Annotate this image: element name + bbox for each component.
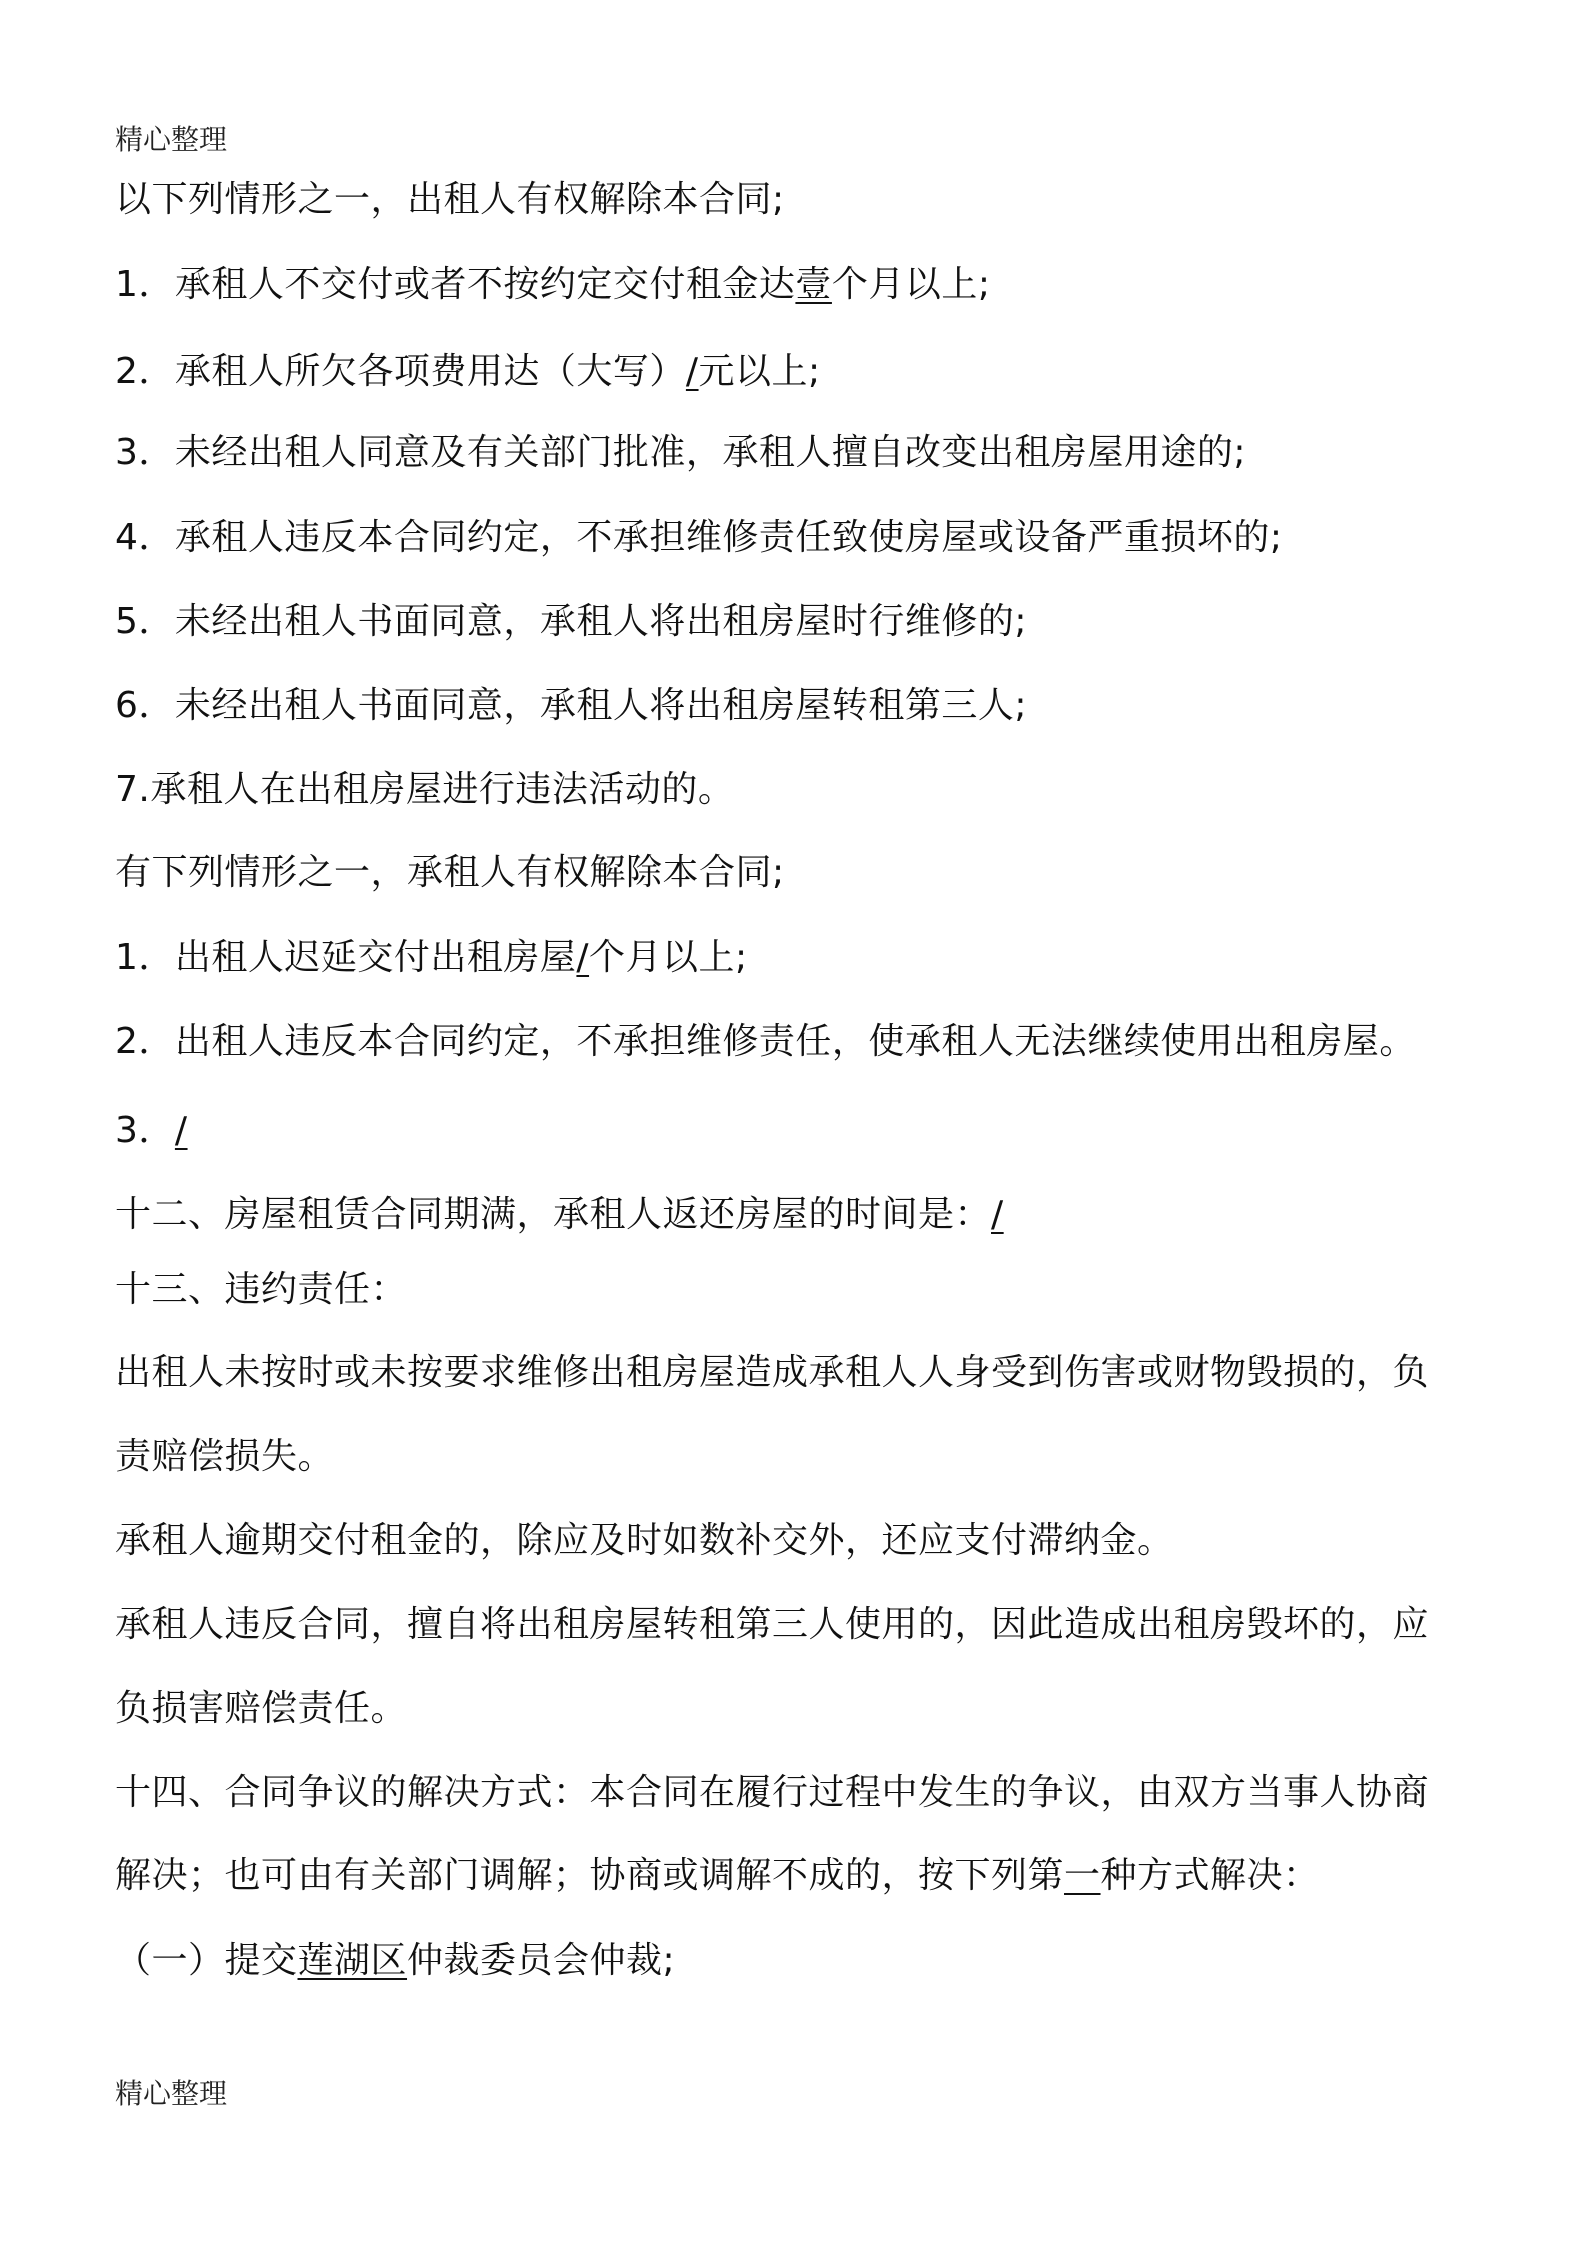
section-twelve: 十二、房屋租赁合同期满，承租人返还房屋的时间是：/ xyxy=(115,1194,1004,1235)
filled-blank: / xyxy=(685,351,699,392)
clause-item: 2．承租人所欠各项费用达（大写）/元以上; xyxy=(115,351,821,392)
filled-blank: 一 xyxy=(1064,1855,1101,1896)
page-header: 精心整理 xyxy=(115,123,228,156)
paragraph-line: 负损害赔偿责任。 xyxy=(115,1688,408,1729)
section-thirteen-heading: 十三、违约责任： xyxy=(115,1269,408,1310)
paragraph-line: 承租人逾期交付租金的，除应及时如数补交外，还应支付滞纳金。 xyxy=(115,1520,1174,1561)
section-fourteen: 十四、合同争议的解决方式：本合同在履行过程中发生的争议，由双方当事人协商 xyxy=(115,1772,1430,1813)
clause-item: 2．出租人违反本合同约定，不承担维修责任，使承租人无法继续使用出租房屋。 xyxy=(115,1021,1416,1062)
filled-blank: 莲湖区 xyxy=(297,1940,408,1981)
paragraph-line: 解决；也可由有关部门调解；协商或调解不成的，按下列第一种方式解决： xyxy=(115,1855,1320,1896)
page-footer: 精心整理 xyxy=(115,2077,228,2110)
paragraph-line: 出租人未按时或未按要求维修出租房屋造成承租人人身受到伤害或财物毁损的，负 xyxy=(115,1352,1430,1393)
clause-item: 3．未经出租人同意及有关部门批准，承租人擅自改变出租房屋用途的; xyxy=(115,432,1247,473)
filled-blank: / xyxy=(991,1194,1004,1235)
clause-item: 4．承租人违反本合同约定，不承担维修责任致使房屋或设备严重损坏的; xyxy=(115,517,1283,558)
clause-item: 1．出租人迟延交付出租房屋/个月以上; xyxy=(115,937,748,978)
clause-item: 7.承租人在出租房屋进行违法活动的。 xyxy=(115,769,735,810)
filled-blank: 壹 xyxy=(795,264,832,305)
clause-lessor-termination-intro: 以下列情形之一，出租人有权解除本合同; xyxy=(115,179,785,220)
clause-item: 3．/ xyxy=(115,1110,188,1151)
paragraph-line: 承租人违反合同，擅自将出租房屋转租第三人使用的，因此造成出租房毁坏的，应 xyxy=(115,1604,1430,1645)
clause-item: 5．未经出租人书面同意，承租人将出租房屋时行维修的; xyxy=(115,601,1028,642)
filled-blank: / xyxy=(174,1110,188,1151)
clause-item: 6．未经出租人书面同意，承租人将出租房屋转租第三人; xyxy=(115,685,1028,726)
filled-blank: / xyxy=(576,937,590,978)
clause-item: 1．承租人不交付或者不按约定交付租金达壹个月以上; xyxy=(115,264,991,305)
paragraph-line: 责赔偿损失。 xyxy=(115,1436,335,1477)
clause-lessee-termination-intro: 有下列情形之一，承租人有权解除本合同; xyxy=(115,852,785,893)
option-arbitration: （一）提交莲湖区仲裁委员会仲裁; xyxy=(115,1940,676,1981)
